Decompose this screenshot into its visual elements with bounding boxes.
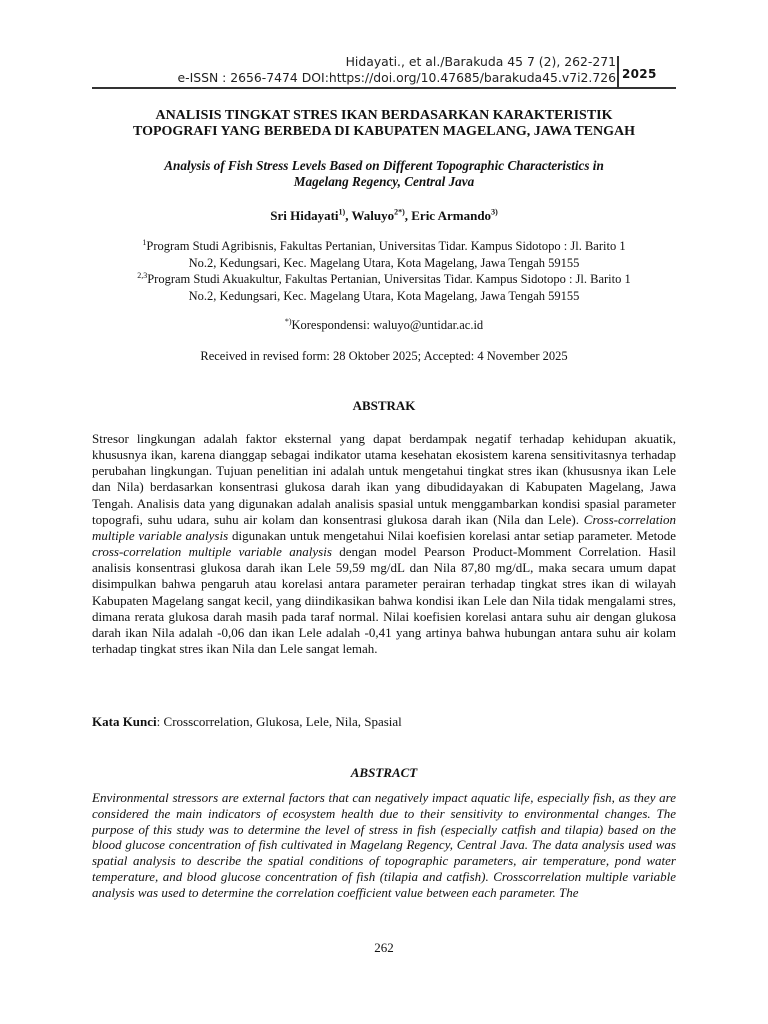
title-indonesian-line-2: TOPOGRAFI YANG BERBEDA DI KABUPATEN MAGELANG, JAWA TENGAH	[133, 124, 635, 139]
page-number: 262	[374, 940, 394, 955]
author-name: Sri Hidayati	[270, 208, 339, 223]
abstract-heading: ABSTRACT	[350, 765, 418, 780]
abstrak-italic-term: cross-correlation multiple variable analysis	[92, 544, 332, 560]
title-english-line-2: Magelang Regency, Central Java	[293, 174, 475, 189]
abstrak-text: digunakan untuk mengetahui Nilai koefisien korelasi antar setiap parameter. Metode	[228, 527, 676, 543]
author-mark: 3)	[491, 207, 498, 217]
issn-doi-line: e-ISSN : 2656-7474 DOI:https://doi.org/10.47685/barakuda45.v7i2.726	[177, 70, 616, 85]
author-name: Eric Armando	[411, 208, 492, 223]
affiliation-mark: 1	[142, 237, 147, 247]
abstrak-italic-term: Cross-correlation multiple variable analysis	[92, 511, 676, 543]
received-dates: Received in revised form: 28 Oktober 2025; Accepted: 4 November 2025	[200, 349, 568, 363]
title-indonesian-line-1: ANALISIS TINGKAT STRES IKAN BERDASARKAN KARAKTERISTIK	[155, 108, 613, 123]
keywords-text: : Crosscorrelation, Glukosa, Lele, Nila, Spasial	[156, 714, 402, 729]
title-english-line-1: Analysis of Fish Stress Levels Based on Different Topographic Characteristics in	[164, 158, 604, 173]
author-mark: 1)	[338, 207, 346, 217]
abstract-paragraph: Environmental stressors are external factors that can negatively impact aquatic life, especially fish, as they are considered the main indicators of ecosystem health due to their sensitivity to environmental changes. The purpose of this study was to determine the level of stress in fish (especially catfish and tilapia) based on the blood glucose concentration of fish cultivated in Magelang Regency, Central Java. The data analysis used was spatial analysis to describe the spatial conditions of topographic parameters, air temperature, pond water temperature, and blood glucose concentration of fish (tilapia and catfish). Crosscorrelation multiple variable analysis was used to determine the correlation coefficient value between each parameter. The	[92, 790, 676, 900]
affiliation-line: No.2, Kedungsari, Kec. Magelang Utara, Kota Magelang, Jawa Tengah 59155	[188, 288, 580, 303]
author-name: Waluyo	[351, 208, 395, 223]
abstrak-paragraph	[92, 431, 676, 657]
affiliation-mark: 2,3	[137, 270, 148, 280]
affiliations	[92, 238, 676, 304]
affiliation-line: Program Studi Agribisnis, Fakultas Pertanian, Universitas Tidar. Kampus Sidotopo : Jl. Barito 1	[146, 239, 626, 253]
affiliation-line: Program Studi Akuakultur, Fakultas Pertanian, Universitas Tidar. Kampus Sidotopo : Jl. Barito 1	[147, 272, 631, 286]
abstrak-text: Stresor lingkungan adalah faktor eksternal yang dapat berdampak negatif terhadap kehidupan akuatik, khususnya ikan, karena dianggap sebagai indikator utama kesehatan ekosistem karena sensitivitasnya terhadap perubahan lingkungan. Tujuan penelitian ini adalah untuk mengetahui tingkat stres ikan (khususnya ikan Lele dan Nila) berdasarkan konsentrasi glukosa darah ikan yang dibudidayakan di Kabupaten Magelang, Jawa Tengah. Analisis data yang digunakan adalah analisis spasial untuk menggambarkan kondisi spasial parameter topografi, suhu udara, suhu air kolam dan konsentrasi glukosa darah ikan (Nila dan Lele).	[92, 431, 676, 527]
header-divider-vertical	[617, 56, 619, 88]
affiliation-2	[92, 271, 676, 304]
running-header	[110, 54, 616, 86]
year-badge: 2025	[622, 67, 657, 81]
correspondence-mark: *)	[284, 316, 292, 326]
abstrak-text: dengan model Pearson Product-Momment Correlation. Hasil analisis konsentrasi glukosa darah ikan Lele 59,59 mg/dL dan Nila 87,80 mg/dL, maka secara umum dapat disimpulkan bahwa pengaruh atau korelasi antara parameter perairan terhadap tingkat stres ikan di wilayah Kabupaten Magelang sangat kecil, yang diindikasikan bahwa kondisi ikan Lele dan Nila tidak mengalami stres, dimana rerata glukosa darah masih pada taraf normal. Nilai koefisien korelasi antara suhu air dengan glukosa darah ikan Nila adalah -0,06 dan ikan Lele adalah -0,41 yang artinya bahwa hubungan antara suhu air kolam terhadap tingkat stres ikan Nila dan Lele sangat lemah.	[92, 544, 676, 657]
correspondence-text: Korespondensi: waluyo@untidar.ac.id	[291, 318, 484, 332]
author-list	[92, 208, 676, 224]
title-english	[92, 158, 676, 190]
author-separator: ,	[404, 208, 412, 223]
affiliation-line: No.2, Kedungsari, Kec. Magelang Utara, Kota Magelang, Jawa Tengah 59155	[188, 255, 580, 270]
abstrak-heading: ABSTRAK	[352, 398, 416, 413]
keywords	[92, 714, 676, 730]
header-rule	[92, 87, 676, 89]
affiliation-1	[92, 238, 676, 271]
correspondence	[92, 317, 676, 333]
author-separator: ,	[345, 208, 352, 223]
title-indonesian	[92, 108, 676, 140]
citation-line: Hidayati., et al./Barakuda 45 7 (2), 262-271	[345, 54, 616, 69]
keywords-label: Kata Kunci	[92, 714, 157, 729]
author-mark: 2*)	[394, 207, 405, 217]
